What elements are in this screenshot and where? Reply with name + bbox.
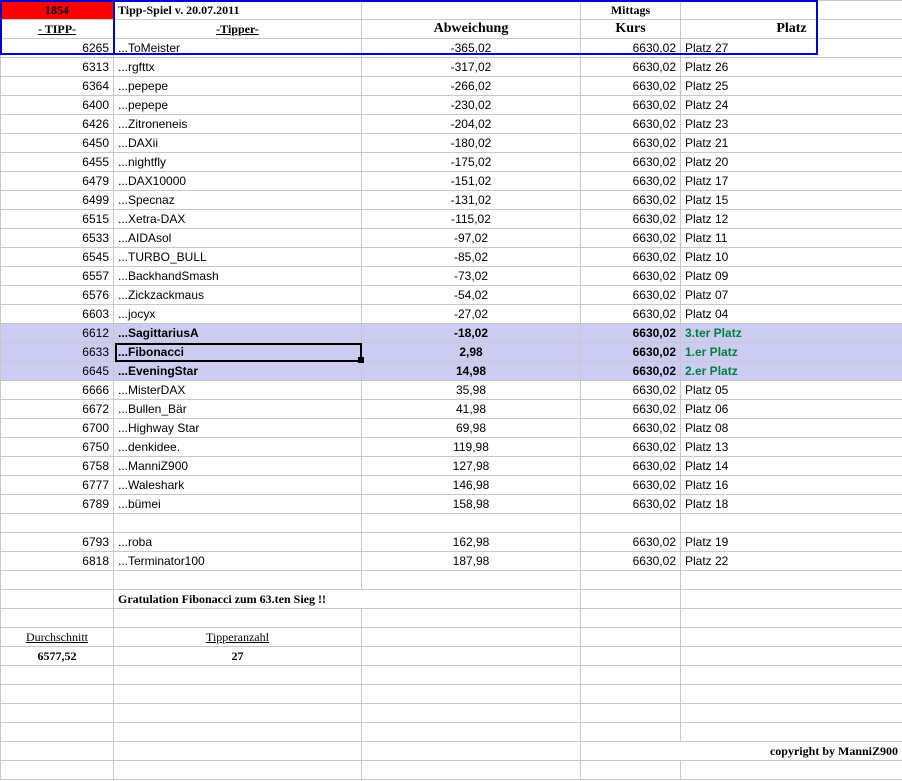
- spacer-cell: [1, 666, 114, 685]
- cell-abweichung[interactable]: -73,02: [362, 267, 581, 286]
- cell-tipper[interactable]: ...DAX10000: [114, 172, 362, 191]
- cell-abweichung[interactable]: -180,02: [362, 134, 581, 153]
- table-row: [1, 457, 902, 476]
- spacer-cell: [681, 609, 902, 628]
- cell-kurs[interactable]: 6630,02: [581, 381, 681, 400]
- spacer-cell: [1, 761, 114, 780]
- cell-tipper[interactable]: ...SagittariusA: [114, 324, 362, 343]
- cell-platz[interactable]: Platz 26: [681, 58, 902, 77]
- cell-kurs[interactable]: 6630,02: [581, 96, 681, 115]
- spacer-cell: [114, 723, 362, 742]
- cell-kurs[interactable]: 6630,02: [581, 39, 681, 58]
- copyright-row: [1, 742, 902, 761]
- cell-tipp[interactable]: 6313: [1, 58, 114, 77]
- spacer-cell: [581, 666, 681, 685]
- cell-kurs[interactable]: 6630,02: [581, 476, 681, 495]
- cell-kurs[interactable]: 6630,02: [581, 495, 681, 514]
- cell-platz[interactable]: Platz 09: [681, 267, 902, 286]
- cell-kurs[interactable]: 6630,02: [581, 77, 681, 96]
- cell-kurs[interactable]: 6630,02: [581, 552, 681, 571]
- table-row: [1, 343, 902, 362]
- gratulation-empty-3: [681, 590, 902, 609]
- table-row: [1, 514, 902, 533]
- cell-platz[interactable]: Platz 07: [681, 286, 902, 305]
- table-row: [1, 153, 902, 172]
- cell-tipp[interactable]: 6645: [1, 362, 114, 381]
- cell-abweichung[interactable]: 69,98: [362, 419, 581, 438]
- spacer-cell: [114, 761, 362, 780]
- cell-platz[interactable]: Platz 17: [681, 172, 902, 191]
- cell-abweichung[interactable]: -54,02: [362, 286, 581, 305]
- cell-tipper[interactable]: ...Waleshark: [114, 476, 362, 495]
- cell-tipp[interactable]: 6612: [1, 324, 114, 343]
- mittags-label: Mittags: [581, 1, 681, 20]
- cell-platz[interactable]: Platz 21: [681, 134, 902, 153]
- stats-empty-2: [581, 628, 681, 647]
- cell-kurs[interactable]: 6630,02: [581, 153, 681, 172]
- durchschnitt-value: 6577,52: [1, 647, 114, 666]
- cell-platz[interactable]: 3.ter Platz: [681, 324, 902, 343]
- table-row: [1, 305, 902, 324]
- table-row: [1, 134, 902, 153]
- spacer-row-4: [1, 685, 902, 704]
- cell-platz[interactable]: 2.er Platz: [681, 362, 902, 381]
- spacer-cell: [114, 704, 362, 723]
- spacer-row-3: [1, 666, 902, 685]
- tipperanzahl-value: 27: [114, 647, 362, 666]
- cell-tipper[interactable]: ...pepepe: [114, 96, 362, 115]
- stats-value-row: [1, 647, 902, 666]
- tipperanzahl-label: Tipperanzahl: [114, 628, 362, 647]
- cell-platz[interactable]: [681, 514, 902, 533]
- cell-abweichung[interactable]: -115,02: [362, 210, 581, 229]
- cell-kurs[interactable]: 6630,02: [581, 305, 681, 324]
- cell-tipper[interactable]: ...jocyx: [114, 305, 362, 324]
- cell-kurs[interactable]: 6630,02: [581, 58, 681, 77]
- cell-kurs[interactable]: 6630,02: [581, 115, 681, 134]
- cell-tipp[interactable]: 6265: [1, 39, 114, 58]
- cell-tipper[interactable]: ...DAXii: [114, 134, 362, 153]
- cell-abweichung[interactable]: 158,98: [362, 495, 581, 514]
- spacer-cell: [362, 571, 581, 590]
- cell-platz[interactable]: Platz 04: [681, 305, 902, 324]
- spacer-cell: [581, 761, 681, 780]
- table-row: [1, 324, 902, 343]
- spacer-cell: [681, 666, 902, 685]
- header-blank-cell-2: [681, 1, 902, 20]
- durchschnitt-label: Durchschnitt: [1, 628, 114, 647]
- cell-tipp[interactable]: 6750: [1, 438, 114, 457]
- cell-platz[interactable]: Platz 06: [681, 400, 902, 419]
- spacer-cell: [362, 609, 581, 628]
- cell-tipp[interactable]: 6400: [1, 96, 114, 115]
- cell-tipper[interactable]: ...rgfttx: [114, 58, 362, 77]
- spacer-cell: [1, 571, 114, 590]
- cell-tipper[interactable]: ...BackhandSmash: [114, 267, 362, 286]
- cell-kurs[interactable]: 6630,02: [581, 324, 681, 343]
- cell-tipp[interactable]: 6758: [1, 457, 114, 476]
- copyright-text: copyright by ManniZ900: [581, 742, 902, 761]
- spacer-cell: [581, 685, 681, 704]
- table-row: [1, 267, 902, 286]
- cell-kurs[interactable]: 6630,02: [581, 533, 681, 552]
- spacer-cell: [581, 571, 681, 590]
- cell-abweichung[interactable]: 35,98: [362, 381, 581, 400]
- cell-kurs[interactable]: 6630,02: [581, 191, 681, 210]
- spacer-cell: [362, 761, 581, 780]
- cell-kurs[interactable]: 6630,02: [581, 248, 681, 267]
- gratulation-empty: [1, 590, 114, 609]
- cell-kurs[interactable]: 6630,02: [581, 210, 681, 229]
- cell-abweichung[interactable]: 162,98: [362, 533, 581, 552]
- game-title: Tipp-Spiel v. 20.07.2011: [114, 1, 362, 20]
- cell-tipp[interactable]: 6576: [1, 286, 114, 305]
- table-row: [1, 533, 902, 552]
- cell-abweichung[interactable]: -266,02: [362, 77, 581, 96]
- cell-abweichung[interactable]: 2,98: [362, 343, 581, 362]
- gratulation-text: Gratulation Fibonacci zum 63.ten Sieg !!: [114, 590, 581, 609]
- table-row: [1, 229, 902, 248]
- cell-tipp[interactable]: 6818: [1, 552, 114, 571]
- cell-platz[interactable]: Platz 13: [681, 438, 902, 457]
- cell-abweichung[interactable]: 14,98: [362, 362, 581, 381]
- stats-empty-3: [681, 628, 902, 647]
- stats-empty-4: [362, 647, 581, 666]
- spacer-cell: [362, 666, 581, 685]
- cell-platz[interactable]: Platz 15: [681, 191, 902, 210]
- cell-tipper[interactable]: ...roba: [114, 533, 362, 552]
- stats-empty-6: [681, 647, 902, 666]
- table-row: [1, 39, 902, 58]
- spacer-cell: [362, 723, 581, 742]
- game-number: 1854: [1, 1, 114, 20]
- cell-platz[interactable]: 1.er Platz: [681, 343, 902, 362]
- cell-tipper[interactable]: ...bümei: [114, 495, 362, 514]
- cell-platz[interactable]: Platz 27: [681, 39, 902, 58]
- header-row-title: [1, 1, 902, 20]
- cell-platz[interactable]: Platz 23: [681, 115, 902, 134]
- spacer-cell: [1, 723, 114, 742]
- cell-abweichung[interactable]: 127,98: [362, 457, 581, 476]
- cell-kurs[interactable]: 6630,02: [581, 400, 681, 419]
- spacer-row: [1, 571, 902, 590]
- copyright-empty: [1, 742, 114, 761]
- table-row: [1, 476, 902, 495]
- cell-tipper[interactable]: ...Xetra-DAX: [114, 210, 362, 229]
- cell-tipper[interactable]: ...denkidee.: [114, 438, 362, 457]
- cell-abweichung[interactable]: -18,02: [362, 324, 581, 343]
- cell-kurs[interactable]: 6630,02: [581, 134, 681, 153]
- spacer-cell: [1, 685, 114, 704]
- col-header-platz: Platz: [681, 20, 902, 39]
- cell-kurs[interactable]: 6630,02: [581, 343, 681, 362]
- cell-platz[interactable]: Platz 22: [681, 552, 902, 571]
- cell-tipp[interactable]: 6426: [1, 115, 114, 134]
- spacer-cell: [114, 666, 362, 685]
- col-header-abweichung: Abweichung: [362, 20, 581, 39]
- table-row: [1, 419, 902, 438]
- table-row: [1, 77, 902, 96]
- cell-tipp[interactable]: 6533: [1, 229, 114, 248]
- spacer-cell: [362, 685, 581, 704]
- table-row: [1, 248, 902, 267]
- spacer-cell: [581, 704, 681, 723]
- cell-abweichung[interactable]: -365,02: [362, 39, 581, 58]
- cell-platz[interactable]: Platz 25: [681, 77, 902, 96]
- col-header-tipper: -Tipper-: [114, 20, 362, 39]
- col-header-tipp: - TIPP-: [1, 20, 114, 39]
- cell-platz[interactable]: Platz 14: [681, 457, 902, 476]
- table-row: [1, 381, 902, 400]
- cell-tipp[interactable]: 6499: [1, 191, 114, 210]
- cell-kurs[interactable]: 6630,02: [581, 438, 681, 457]
- cell-platz[interactable]: Platz 12: [681, 210, 902, 229]
- cell-tipp[interactable]: 6450: [1, 134, 114, 153]
- spacer-cell: [681, 723, 902, 742]
- cell-kurs[interactable]: 6630,02: [581, 419, 681, 438]
- cell-tipper[interactable]: ...Fibonacci: [114, 343, 362, 362]
- spacer-cell: [581, 723, 681, 742]
- spacer-cell: [1, 704, 114, 723]
- table-row: [1, 495, 902, 514]
- cell-kurs[interactable]: 6630,02: [581, 286, 681, 305]
- stats-empty: [362, 628, 581, 647]
- cell-abweichung[interactable]: -97,02: [362, 229, 581, 248]
- table-row: [1, 191, 902, 210]
- spacer-cell: [681, 685, 902, 704]
- spacer-cell: [681, 704, 902, 723]
- cell-abweichung[interactable]: -151,02: [362, 172, 581, 191]
- cell-tipper[interactable]: ...nightfly: [114, 153, 362, 172]
- cell-kurs[interactable]: 6630,02: [581, 457, 681, 476]
- cell-tipp[interactable]: 6777: [1, 476, 114, 495]
- cell-tipp[interactable]: 6633: [1, 343, 114, 362]
- table-row: [1, 286, 902, 305]
- spacer-cell: [362, 704, 581, 723]
- results-rows: [1, 39, 902, 571]
- cell-abweichung[interactable]: -317,02: [362, 58, 581, 77]
- cell-tipper[interactable]: ...Highway Star: [114, 419, 362, 438]
- cell-tipp[interactable]: 6793: [1, 533, 114, 552]
- cell-tipper[interactable]: ...EveningStar: [114, 362, 362, 381]
- cell-tipper[interactable]: ...Zickzackmaus: [114, 286, 362, 305]
- header-blank-cell: [362, 1, 581, 20]
- cell-platz[interactable]: Platz 10: [681, 248, 902, 267]
- cell-tipper[interactable]: ...ToMeister: [114, 39, 362, 58]
- cell-tipper[interactable]: ...Zitroneneis: [114, 115, 362, 134]
- cell-tipp[interactable]: 6545: [1, 248, 114, 267]
- cell-tipp[interactable]: 6666: [1, 381, 114, 400]
- cell-tipper[interactable]: ...Specnaz: [114, 191, 362, 210]
- stats-empty-5: [581, 647, 681, 666]
- cell-tipper[interactable]: ...TURBO_BULL: [114, 248, 362, 267]
- spacer-cell: [1, 609, 114, 628]
- cell-abweichung[interactable]: -204,02: [362, 115, 581, 134]
- cell-abweichung[interactable]: 146,98: [362, 476, 581, 495]
- copyright-empty-2: [114, 742, 362, 761]
- cell-tipp[interactable]: 6603: [1, 305, 114, 324]
- cell-tipper[interactable]: ...pepepe: [114, 77, 362, 96]
- spacer-row-5: [1, 704, 902, 723]
- spacer-row-6: [1, 723, 902, 742]
- gratulation-empty-2: [581, 590, 681, 609]
- cell-tipp[interactable]: 6672: [1, 400, 114, 419]
- cell-abweichung[interactable]: -175,02: [362, 153, 581, 172]
- cell-tipp[interactable]: 6789: [1, 495, 114, 514]
- table-row: [1, 438, 902, 457]
- cell-kurs[interactable]: 6630,02: [581, 267, 681, 286]
- cell-tipp[interactable]: 6700: [1, 419, 114, 438]
- cell-kurs[interactable]: 6630,02: [581, 229, 681, 248]
- table-row: [1, 552, 902, 571]
- table-row: [1, 96, 902, 115]
- cell-abweichung[interactable]: 41,98: [362, 400, 581, 419]
- spacer-cell: [681, 761, 902, 780]
- cell-tipp[interactable]: 6515: [1, 210, 114, 229]
- cell-platz[interactable]: Platz 20: [681, 153, 902, 172]
- cell-abweichung[interactable]: 187,98: [362, 552, 581, 571]
- cell-tipper[interactable]: ...ManniZ900: [114, 457, 362, 476]
- footer-rows: [1, 571, 902, 780]
- cell-platz[interactable]: Platz 08: [681, 419, 902, 438]
- table-row: [1, 172, 902, 191]
- col-header-kurs: Kurs: [581, 20, 681, 39]
- table-row: [1, 58, 902, 77]
- cell-platz[interactable]: Platz 18: [681, 495, 902, 514]
- spacer-cell: [581, 609, 681, 628]
- header-row-columns: [1, 20, 902, 39]
- cell-abweichung[interactable]: [362, 514, 581, 533]
- table-row: [1, 115, 902, 134]
- cell-tipper[interactable]: [114, 514, 362, 533]
- cell-abweichung[interactable]: -85,02: [362, 248, 581, 267]
- stats-label-row: [1, 628, 902, 647]
- cell-abweichung[interactable]: -131,02: [362, 191, 581, 210]
- cell-abweichung[interactable]: 119,98: [362, 438, 581, 457]
- cell-tipp[interactable]: 6455: [1, 153, 114, 172]
- spacer-cell: [681, 571, 902, 590]
- spacer-cell: [114, 571, 362, 590]
- gratulation-row: [1, 590, 902, 609]
- spacer-row-2: [1, 609, 902, 628]
- cell-kurs[interactable]: [581, 514, 681, 533]
- cell-tipp[interactable]: 6479: [1, 172, 114, 191]
- cell-platz[interactable]: Platz 24: [681, 96, 902, 115]
- cell-tipp[interactable]: 6364: [1, 77, 114, 96]
- cell-tipper[interactable]: ...MisterDAX: [114, 381, 362, 400]
- copyright-empty-3: [362, 742, 581, 761]
- cell-platz[interactable]: Platz 16: [681, 476, 902, 495]
- spacer-cell: [114, 609, 362, 628]
- cell-tipper[interactable]: ...AIDAsol: [114, 229, 362, 248]
- cell-tipp[interactable]: [1, 514, 114, 533]
- table-row: [1, 210, 902, 229]
- cell-abweichung[interactable]: -27,02: [362, 305, 581, 324]
- cell-tipp[interactable]: 6557: [1, 267, 114, 286]
- cell-abweichung[interactable]: -230,02: [362, 96, 581, 115]
- cell-tipper[interactable]: ...Terminator100: [114, 552, 362, 571]
- cell-kurs[interactable]: 6630,02: [581, 362, 681, 381]
- spacer-row-7: [1, 761, 902, 780]
- cell-platz[interactable]: Platz 19: [681, 533, 902, 552]
- cell-platz[interactable]: Platz 05: [681, 381, 902, 400]
- cell-kurs[interactable]: 6630,02: [581, 172, 681, 191]
- spacer-cell: [114, 685, 362, 704]
- cell-platz[interactable]: Platz 11: [681, 229, 902, 248]
- table-row: [1, 400, 902, 419]
- table-row: [1, 362, 902, 381]
- cell-tipper[interactable]: ...Bullen_Bär: [114, 400, 362, 419]
